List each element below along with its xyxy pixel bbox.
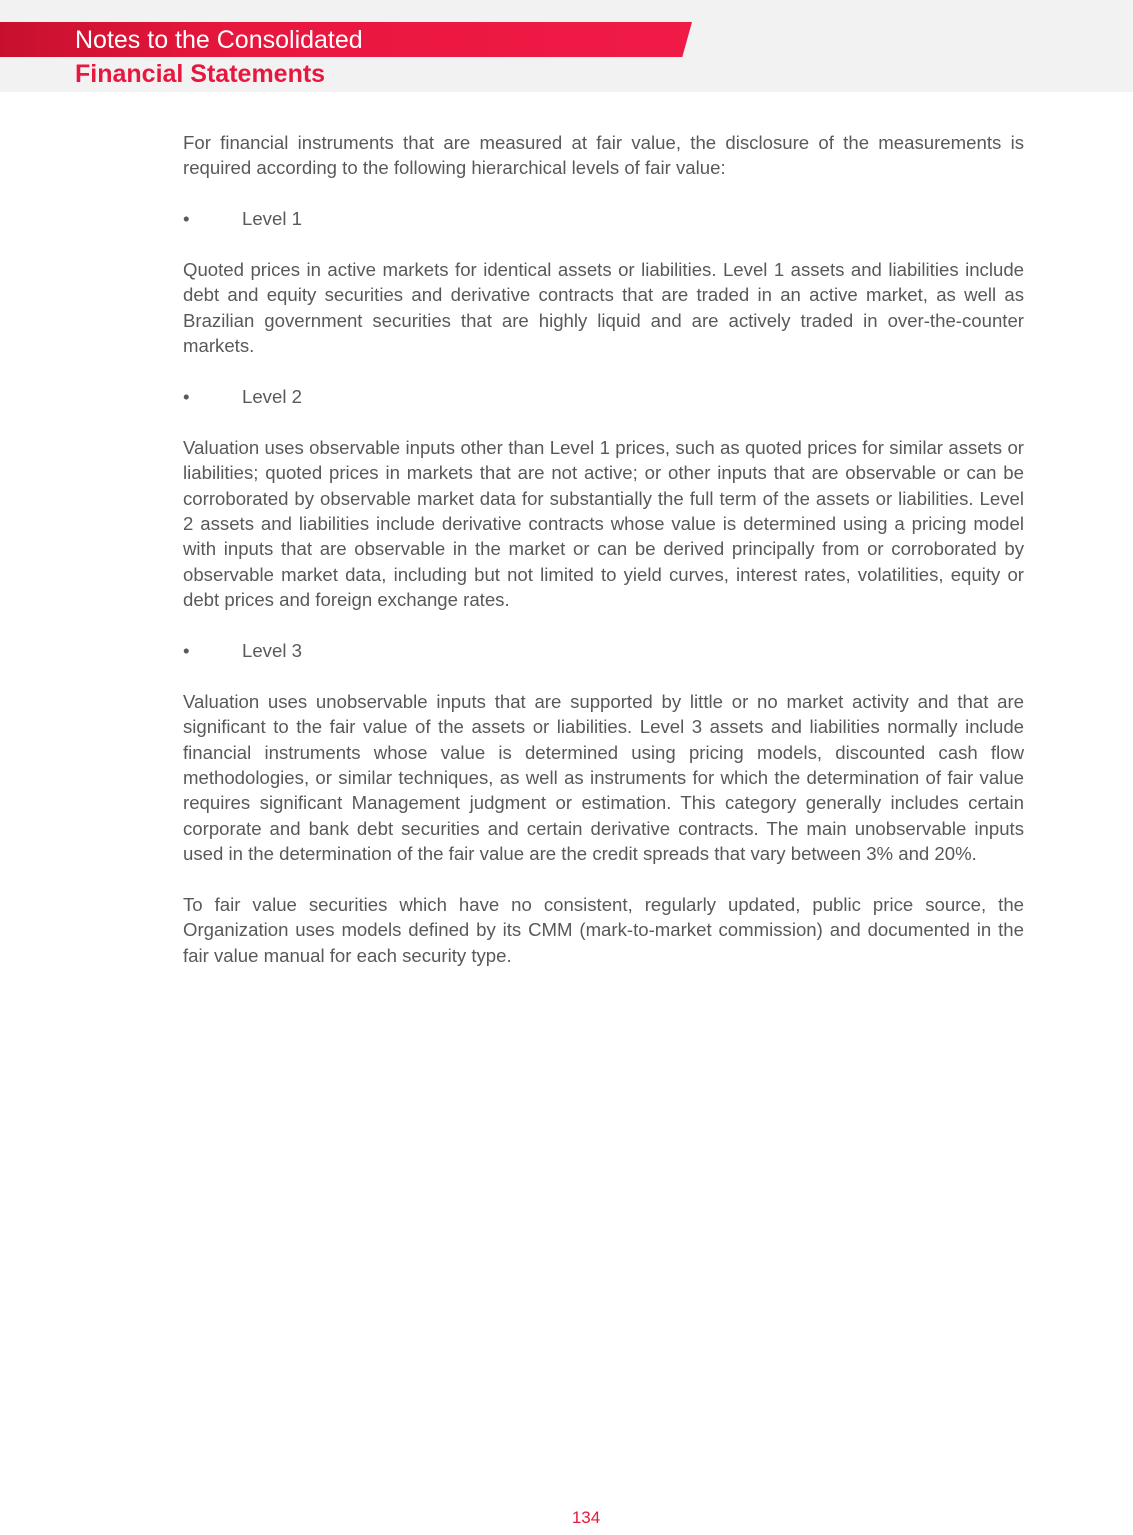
section-title-line1: Notes to the Consolidated: [75, 26, 363, 54]
level-1-bullet: [183, 206, 1024, 231]
page-content: [183, 130, 1024, 994]
page-number: 134: [571, 1508, 601, 1527]
intro-paragraph: For financial instruments that are measured at fair value, the disclosure of the measurements is required according to the following hierarchical levels of fair value:: [183, 132, 1024, 179]
bullet-dot-icon: •: [183, 386, 190, 407]
level-1-paragraph: Quoted prices in active markets for identical assets or liabilities. Level 1 assets and liabilities include debt and equity securities and derivative contracts that are traded in an active market, as well as Brazilian government securities that are highly liquid and are actively traded in over-the-counter markets.: [183, 258, 1024, 357]
bullet-dot-icon: •: [183, 208, 190, 230]
level-3-label: Level 3: [242, 640, 302, 662]
bullet-dot-icon: •: [183, 640, 190, 662]
level-3-bullet: [183, 638, 1024, 663]
level-2-bullet: [183, 384, 1024, 409]
level-1-label: Level 1: [242, 208, 302, 230]
closing-paragraph: To fair value securities which have no consistent, regularly updated, public price source, the Organization uses models defined by its CMM (mark-to-market commission) and documented in the fair value manual for each security type.: [183, 894, 1024, 966]
level-2-paragraph: Valuation uses observable inputs other than Level 1 prices, such as quoted prices for similar assets or liabilities; quoted prices in markets that are not active; or other inputs that are observable or can be corroborated by observable market data for substantially the full term of the assets or liabilities. Level 2 assets and liabilities include derivative contracts whose value is determined using a pricing model with inputs that are observable in the market or can be derived principally from or corroborated by observable market data, including but not limited to yield curves, interest rates, volatilities, equity or debt prices and foreign exchange rates.: [183, 436, 1024, 611]
level-3-paragraph: Valuation uses unobservable inputs that are supported by little or no market activity and that are significant to the fair value of the assets or liabilities. Level 3 assets and liabilities normally include financial instruments whose value is determined using pricing models, discounted cash flow methodologies, or similar techniques, as well as instruments for which the determination of fair value requires significant Management judgment or estimation. This category generally includes certain corporate and bank debt securities and certain derivative contracts. The main unobservable inputs used in the determination of the fair value are the credit spreads that vary between 3% and 20%.: [183, 690, 1024, 865]
level-2-label: Level 2: [242, 386, 302, 407]
section-title-line2: Financial Statements: [75, 60, 326, 88]
